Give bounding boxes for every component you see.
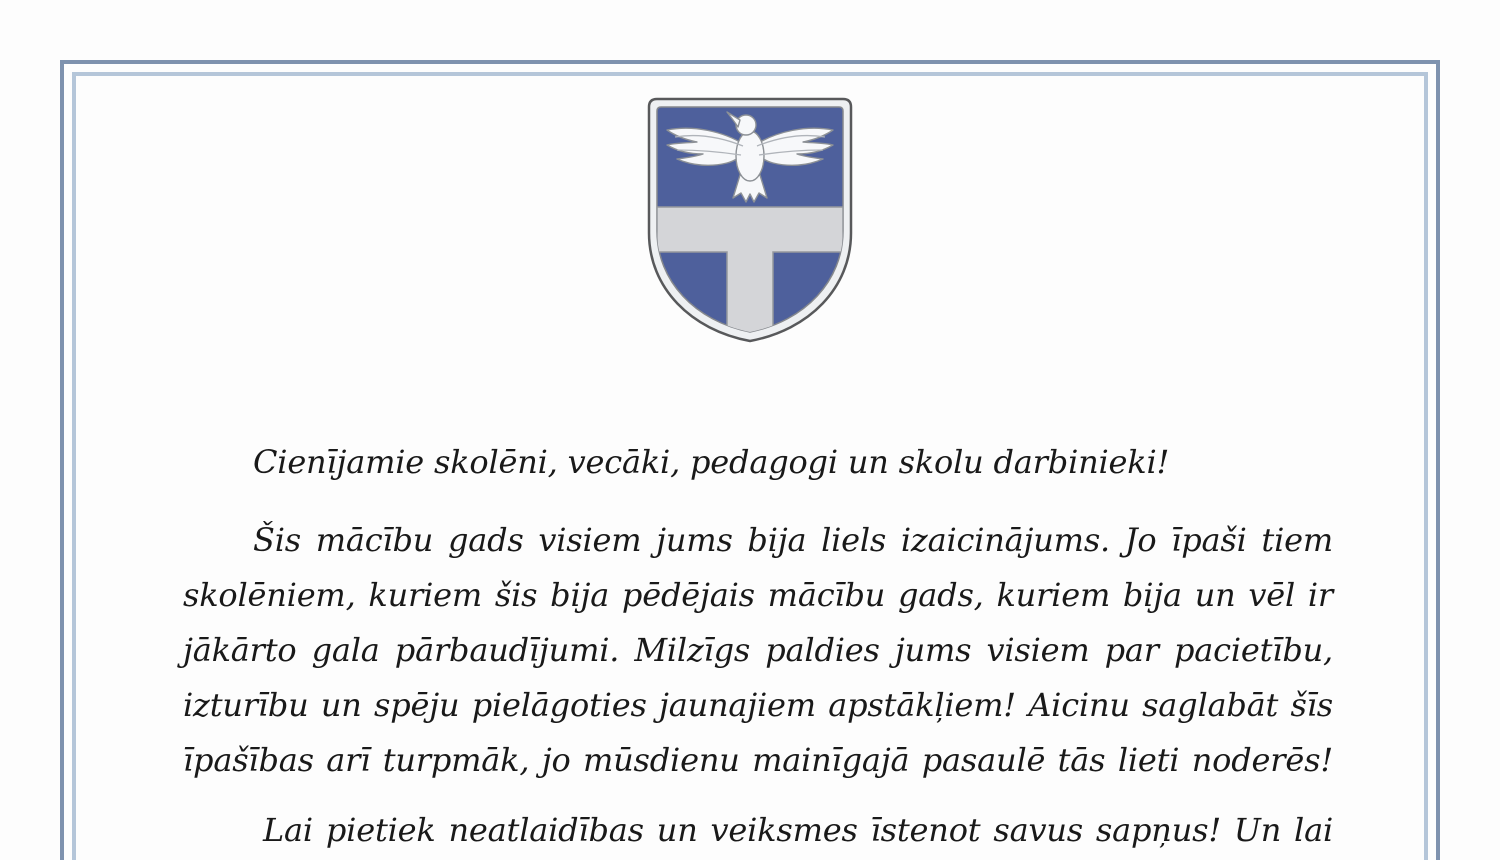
paragraph-1 xyxy=(183,513,1333,788)
coat-of-arms xyxy=(643,93,857,346)
paragraph-1-line-3: jākārto gala pārbaudījumi. Milzīgs paldies jums visiem par pacietību, xyxy=(183,631,1333,669)
paragraph-1-line-5: īpašības arī turpmāk, jo mūsdienu mainīgajā pasaulē tās lieti noderēs! xyxy=(183,741,1333,779)
paragraph-2-line-1: Lai pietiek neatlaidības un veiksmes īstenot savus sapņus! Un lai xyxy=(263,811,1333,849)
paragraph-1-line-4: izturību un spēju pielāgoties jaunajiem apstākļiem! Aicinu saglabāt šīs xyxy=(183,686,1333,724)
salutation-line: Cienījamie skolēni, vecāki, pedagogi un skolu darbinieki! xyxy=(253,443,1170,481)
paragraph-2 xyxy=(183,803,1333,858)
coat-of-arms-graphic xyxy=(643,93,857,346)
paragraph-1-line-1: Šis mācību gads visiem jums bija liels izaicinājums. Jo īpaši tiem xyxy=(253,521,1333,559)
letter-body xyxy=(183,435,1333,858)
paragraph-1-line-2: skolēniem, kuriem šis bija pēdējais mācību gads, kuriem bija un vēl ir xyxy=(183,576,1333,614)
